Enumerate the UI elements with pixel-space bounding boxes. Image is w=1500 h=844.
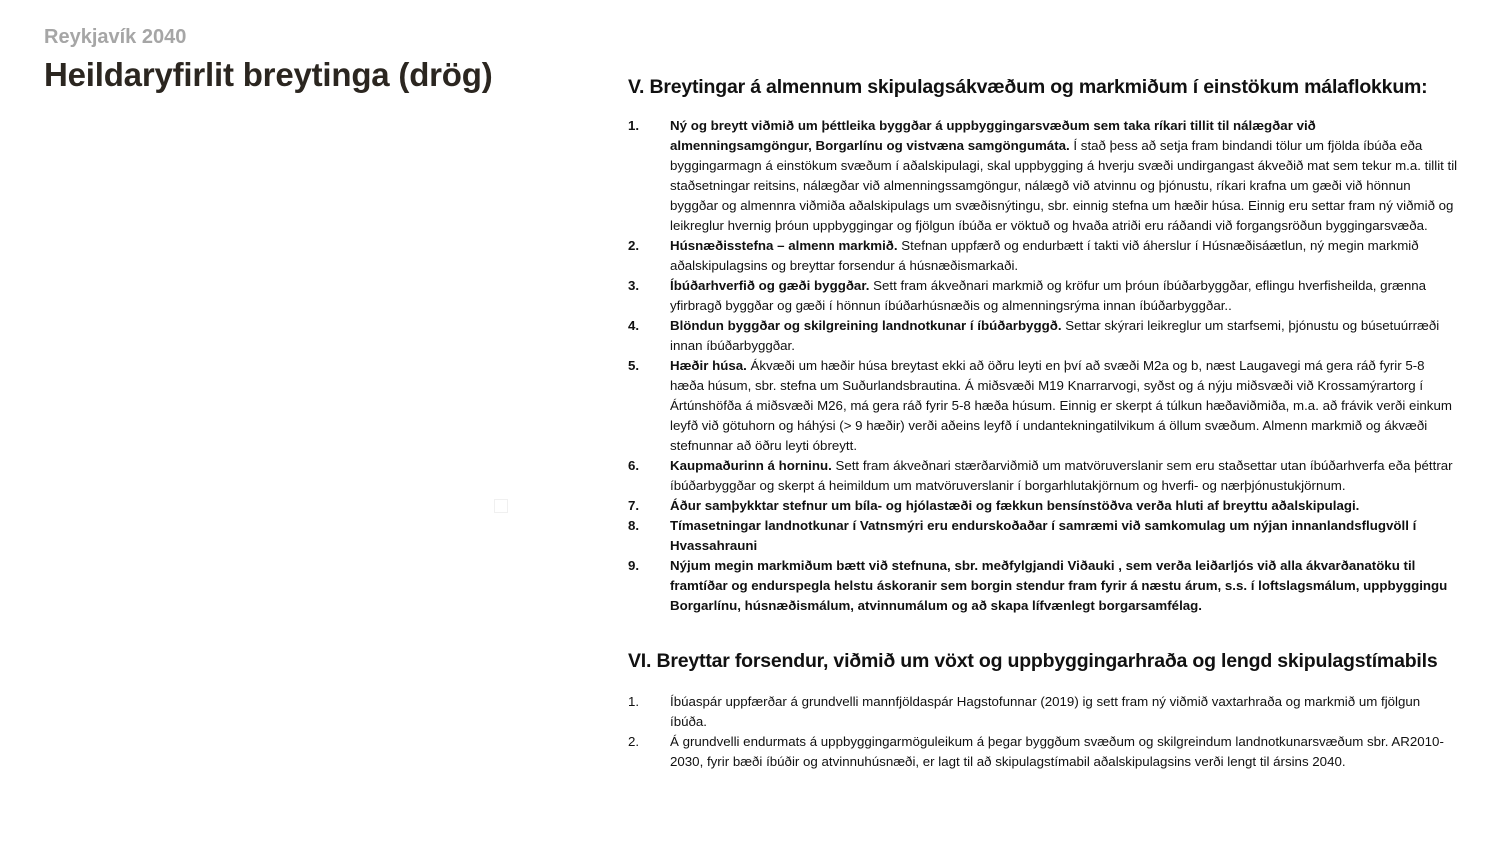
list-item [628, 456, 1458, 496]
item-number: 4. [628, 318, 640, 333]
item-number: 8. [628, 518, 640, 533]
list-item [628, 276, 1458, 316]
item-body [670, 276, 1458, 316]
item-body [670, 116, 1458, 236]
item-text: Stefnan uppfærð og endurbætt í takti við áherslur í Húsnæðisáætlun, ný megin markmið aðalskipulagsins og breyttar forsendur á húsnæðismarkaði. [670, 238, 1419, 273]
item-lead: Húsnæðisstefna – almenn markmið. [670, 238, 898, 253]
list-item [628, 556, 1458, 616]
item-lead: Íbúðarhverfið og gæði byggðar. [670, 278, 870, 293]
content-area [628, 76, 1458, 772]
item-number: 1. [628, 694, 640, 709]
item-lead: Áður samþykktar stefnur um bíla- og hjólastæði og fækkun bensínstöðva verða hluti af breyttu aðalskipulagi. [670, 498, 1360, 513]
section-v [628, 76, 1458, 616]
item-body [670, 496, 1458, 516]
item-body [670, 316, 1458, 356]
list-item [628, 236, 1458, 276]
item-number: 7. [628, 498, 640, 513]
section-vi [628, 650, 1458, 772]
section-v-list [628, 116, 1458, 616]
item-text: Á grundvelli endurmats á uppbyggingarmöguleikum á þegar byggðum svæðum og skilgreindum landnotkunarsvæðum sbr. AR2010-2030, fyrir bæði íbúðir og atvinnuhúsnæði, er lagt til að skipulagstímabil aðalskipulagsins verði lengt til ársins 2040. [670, 734, 1444, 769]
item-body [670, 356, 1458, 456]
item-lead: Ný og breytt viðmið um þéttleika byggðar á uppbyggingarsvæðum sem taka ríkari tillit til nálægðar við almenningsamgöngur, Borgarlínu og vistvæna samgöngumáta. [670, 118, 1316, 153]
item-text: Ákvæði um hæðir húsa breytast ekki að öðru leyti en því að svæði M2a og b, næst Laugavegi má gera ráð fyrir 5-8 hæða húsum, sbr. stefna um Suðurlandsbrautina. Á miðsvæði M19 Knarrarvogi, syðst og á nýju miðsvæði við Krossamýrartorg í Ártúnshöfða á miðsvæði M26, má gera ráð fyrir 5-8 hæða húsum. Einnig er skerpt á túlkun hæðaviðmiða, m.a. að frávik verði einkum leyfð við götuhorn og háhýsi (> 9 hæðir) verði aðeins leyfð í undantekningatilvikum á öllum svæðum. Almenn markmið og ákvæði stefnunnar að öðru leyti óbreytt. [670, 358, 1452, 453]
item-body [670, 516, 1458, 556]
section-v-heading: V. Breytingar á almennum skipulagsákvæðum og markmiðum í einstökum málaflokkum: [628, 76, 1428, 98]
list-item [628, 516, 1458, 556]
item-lead: Nýjum megin markmiðum bætt við stefnuna, sbr. meðfylgjandi Viðauki , sem verða leiðarljós við alla ákvarðanatöku til framtíðar og endurspegla helstu áskoranir sem borgin stendur fram fyrir á næstu árum, s.s. í loftslagsmálum, uppbyggingu Borgarlínu, húsnæðismálum, atvinnumálum og að skapa lífvænlegt borgarsamfélag. [670, 558, 1448, 613]
item-text: Sett fram ákveðnari markmið og kröfur um þróun íbúðarbyggðar, eflingu hverfisheilda, grænna yfirbragð byggðar og gæði í hönnun íbúðarhúsnæðis og almenningsrýma innan íbúðarbyggðar.. [670, 278, 1427, 313]
list-item [628, 496, 1458, 516]
item-lead: Tímasetningar landnotkunar í Vatnsmýri eru endurskoðaðar í samræmi við samkomulag um nýjan innanlandsflugvöll í Hvassahrauni [670, 518, 1417, 553]
section-vi-list [628, 692, 1458, 772]
item-number: 5. [628, 358, 640, 373]
item-lead: Hæðir húsa. [670, 358, 747, 373]
list-item [628, 116, 1458, 236]
section-vi-heading: VI. Breyttar forsendur, viðmið um vöxt og uppbyggingarhraða og lengd skipulagstímabils [628, 650, 1438, 672]
list-item [628, 692, 1458, 732]
item-lead: Blöndun byggðar og skilgreining landnotkunar í íbúðarbyggð. [670, 318, 1062, 333]
item-number: 6. [628, 458, 640, 473]
item-text: Í stað þess að setja fram bindandi tölur um fjölda íbúða eða byggingarmagn á einstökum svæðum í aðalskipulagi, skal uppbygging á hverju svæði undirgangast ákveðið mat sem tekur m.a. tillit til staðsetningar reitsins, nálægðar við almenningssamgöngur, nálægð við atvinnu og þjónustu, ríkari krafna um gæði við hönnun byggðar og almennra viðmiða aðalskipulags um svæðisnýtingu, sbr. einnig stefna um hæðir húsa. Einnig eru settar fram ný viðmið og leikreglur hvernig þróun uppbyggingar og fjölgun íbúða er vöktuð og hvaða atriði eru ráðandi við forgangsröðun byggingarsvæða. [670, 138, 1458, 233]
item-text: Sett fram ákveðnari stærðarviðmið um matvöruverslanir sem eru staðsettar utan íbúðarhverfa eða þéttrar íbúðarbyggðar og skerpt á heimildum um matvöruverslanir í borgarhlutakjörnum og hverfi- og nærþjónustukjörnum. [670, 458, 1453, 493]
list-item [628, 356, 1458, 456]
slide-kicker: Reykjavík 2040 [44, 26, 187, 48]
item-text: Settar skýrari leikreglur um starfsemi, þjónustu og búsetuúrræði innan íbúðarbyggðar. [670, 318, 1440, 353]
item-body [670, 456, 1458, 496]
item-number: 9. [628, 558, 640, 573]
item-body [670, 556, 1458, 616]
item-number: 3. [628, 278, 640, 293]
list-item [628, 316, 1458, 356]
placeholder-marker [494, 499, 508, 513]
item-body [670, 236, 1458, 276]
item-lead: Kaupmaðurinn á horninu. [670, 458, 832, 473]
item-number: 1. [628, 118, 640, 133]
list-item [628, 732, 1458, 772]
item-text: Íbúaspár uppfærðar á grundvelli mannfjöldaspár Hagstofunnar (2019) ig sett fram ný viðmið vaxtarhraða og markmið um fjölgun íbúða. [670, 694, 1421, 729]
item-number: 2. [628, 238, 640, 253]
slide-title: Heildaryfirlit breytinga (drög) [44, 56, 493, 93]
item-number: 2. [628, 734, 640, 749]
